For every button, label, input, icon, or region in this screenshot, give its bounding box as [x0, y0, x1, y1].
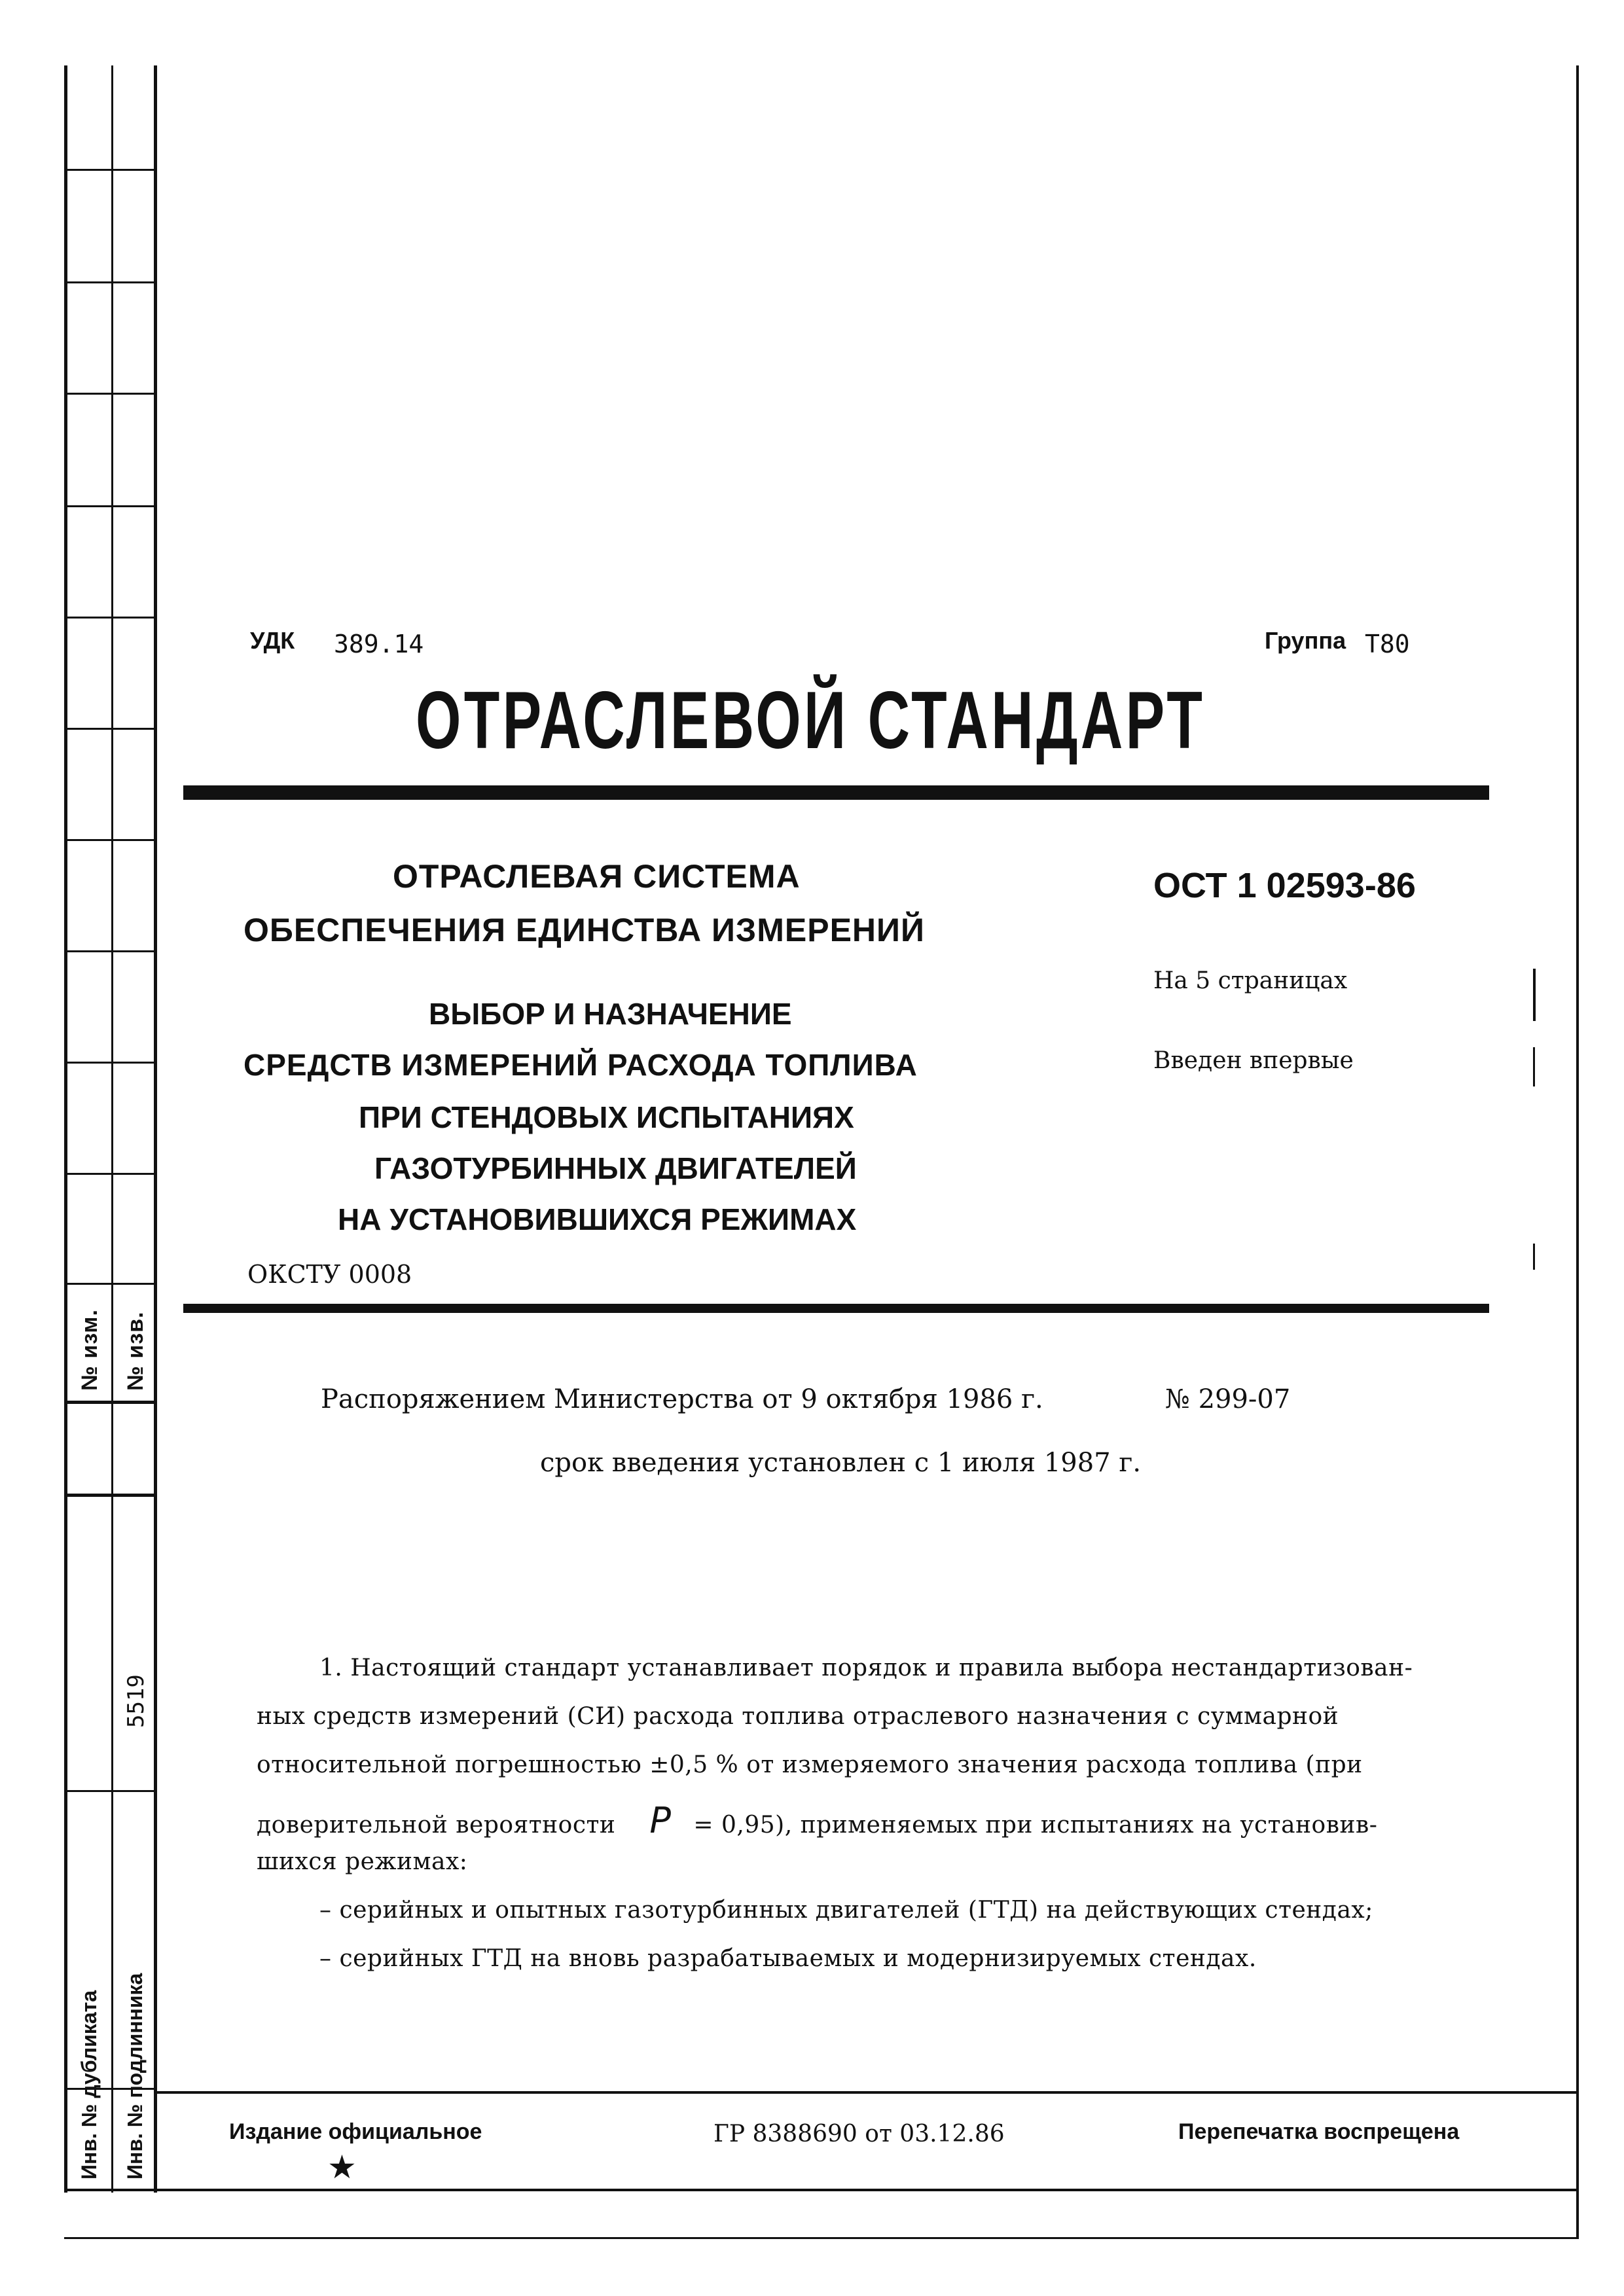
- pages-count: На 5 страницах: [1153, 967, 1348, 994]
- page-bottom-line: [64, 2237, 1579, 2239]
- margin-cell-divider: [64, 281, 156, 283]
- udk-value: 389.14: [334, 630, 424, 658]
- margin-cell-divider: [64, 728, 156, 730]
- group-value: Т80: [1365, 630, 1410, 658]
- margin-label-izv: № изв.: [123, 1311, 148, 1391]
- margin-cell-divider: [64, 393, 156, 395]
- right-edge-mark: [1533, 969, 1536, 1021]
- bottom-frame-line: [64, 2189, 1579, 2191]
- footer-rule: [156, 2091, 1578, 2094]
- left-margin-line-outer: [64, 65, 67, 2193]
- left-margin-line-inner: [154, 65, 157, 2193]
- page-title-text: ОТРАСЛЕВОЙ СТАНДАРТ: [416, 675, 1206, 766]
- subject-line-3: ПРИ СТЕНДОВЫХ ИСПЫТАНИЯХ: [359, 1100, 854, 1134]
- margin-cell-divider: [64, 1283, 156, 1285]
- paragraph-1-line-4: [257, 1800, 1377, 1841]
- ost-number: ОСТ 1 02593-86: [1153, 866, 1416, 905]
- paragraph-1-line-4-start: доверительной вероятности: [257, 1812, 616, 1839]
- margin-cell-divider: [64, 1062, 156, 1064]
- okstu-code: ОКСТУ 0008: [247, 1260, 412, 1289]
- margin-cell-divider: [64, 1401, 156, 1404]
- margin-cell-divider: [64, 1494, 156, 1497]
- subject-line-4: ГАЗОТУРБИННЫХ ДВИГАТЕЛЕЙ: [374, 1151, 857, 1185]
- margin-cell-divider: [64, 1790, 156, 1792]
- paragraph-1-line-5: шихся режимах:: [257, 1848, 468, 1875]
- title-rule-top: [183, 785, 1489, 800]
- right-frame-line: [1576, 65, 1579, 2238]
- margin-label-inv-podl: Инв. № подлинника: [123, 1973, 147, 2179]
- bullet-item-1: – серийных и опытных газотурбинных двигателей (ГТД) на действующих стендах;: [319, 1897, 1373, 1924]
- system-title-line1: ОТРАСЛЕВАЯ СИСТЕМА: [393, 858, 801, 895]
- margin-cell-divider: [64, 1173, 156, 1175]
- paragraph-1-line-4-end: = 0,95), применяемых при испытаниях на установив-: [693, 1812, 1378, 1839]
- margin-cell-divider: [64, 617, 156, 619]
- introduced-note: Введен впервые: [1153, 1047, 1354, 1074]
- registration-number: ГР 8388690 от 03.12.86: [713, 2121, 1005, 2147]
- right-edge-mark: [1533, 1047, 1535, 1086]
- margin-label-inv-dubl: Инв. № дубликата: [77, 1990, 101, 2179]
- bullet-item-2: – серийных ГТД на вновь разрабатываемых и модернизируемых стендах.: [319, 1945, 1257, 1972]
- system-title-line2: ОБЕСПЕЧЕНИЯ ЕДИНСТВА ИЗМЕРЕНИЙ: [244, 912, 925, 948]
- order-number: № 299-07: [1165, 1384, 1291, 1414]
- order-line: Распоряжением Министерства от 9 октября 1986 г.: [321, 1384, 1043, 1414]
- udk-label: УДК: [250, 627, 295, 654]
- group-label: Группа: [1265, 627, 1346, 654]
- subject-line-1: ВЫБОР И НАЗНАЧЕНИЕ: [429, 997, 792, 1031]
- right-edge-mark: [1533, 1244, 1535, 1270]
- official-edition: Издание официальное: [229, 2119, 482, 2144]
- effective-date-line: срок введения установлен с 1 июля 1987 г.: [540, 1448, 1142, 1478]
- margin-cell-divider: [64, 505, 156, 507]
- page-title: [416, 674, 1512, 767]
- title-rule-bottom: [183, 1304, 1489, 1313]
- paragraph-1-line-2: ных средств измерений (СИ) расхода топлива отраслевого назначения с суммарной: [257, 1703, 1339, 1730]
- subject-line-2: СРЕДСТВ ИЗМЕРЕНИЙ РАСХОДА ТОПЛИВА: [244, 1048, 918, 1082]
- star-icon: ★: [327, 2149, 357, 2185]
- margin-cell-divider: [64, 839, 156, 841]
- margin-cell-divider: [64, 169, 156, 171]
- reprint-notice: Перепечатка воспрещена: [1178, 2119, 1460, 2144]
- probability-symbol: P: [649, 1800, 672, 1841]
- subject-line-5: НА УСТАНОВИВШИХСЯ РЕЖИМАХ: [338, 1202, 857, 1236]
- left-margin-line-middle: [111, 65, 113, 2193]
- paragraph-1-line-3: относительной погрешностью ±0,5 % от измеряемого значения расхода топлива (при: [257, 1751, 1363, 1778]
- margin-label-izm: № изм.: [77, 1309, 102, 1391]
- margin-number: 5519: [123, 1674, 149, 1728]
- paragraph-1-line-1: 1. Настоящий стандарт устанавливает порядок и правила выбора нестандартизован-: [319, 1655, 1413, 1681]
- margin-cell-divider: [64, 950, 156, 952]
